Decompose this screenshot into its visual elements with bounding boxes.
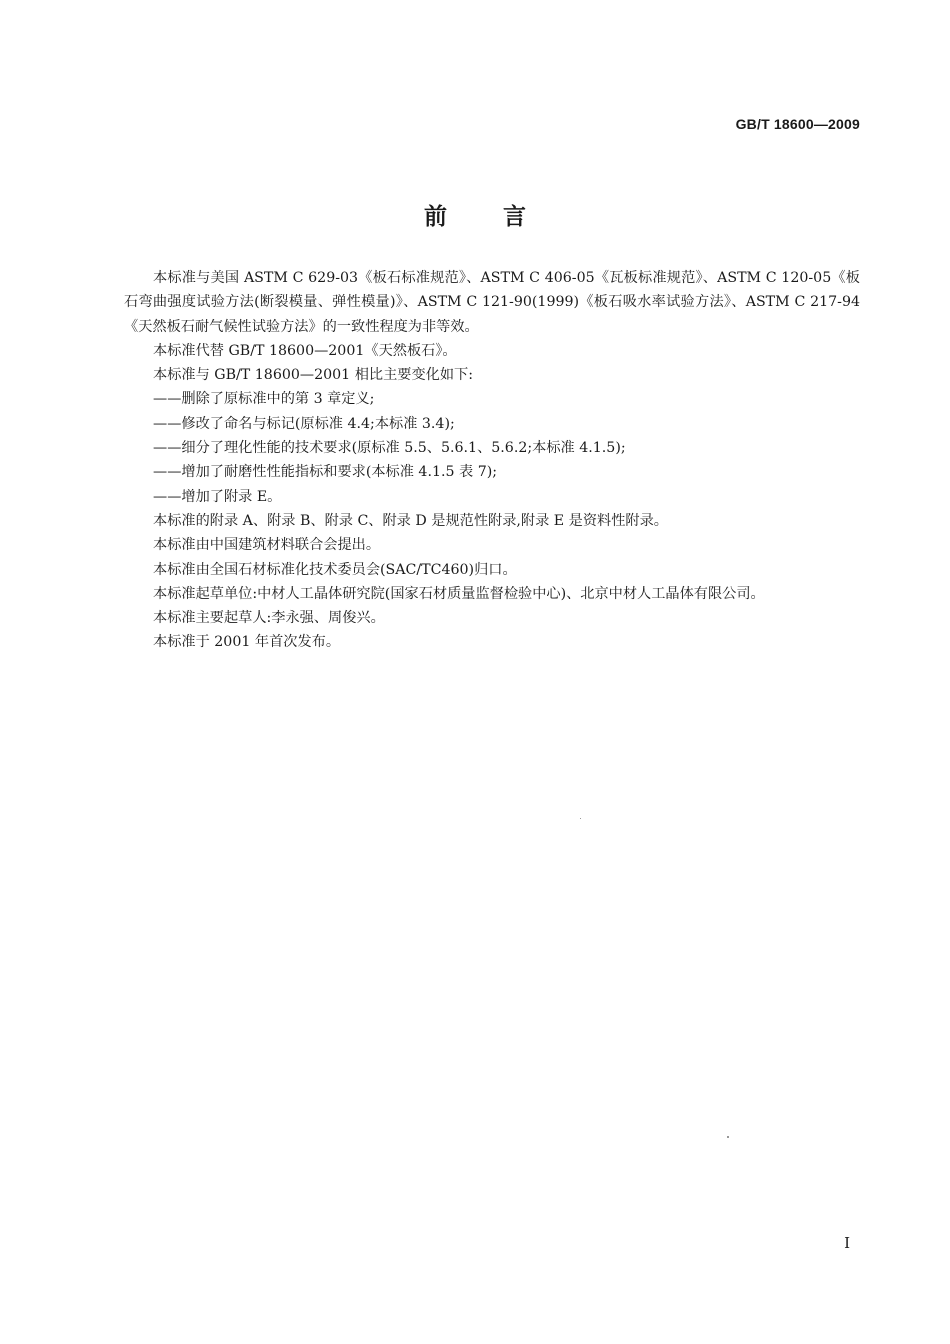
paragraph-drafters: 本标准主要起草人:李永强、周俊兴。 <box>153 610 385 627</box>
change-item: ——增加了附录 E。 <box>153 488 282 505</box>
page-number: I <box>844 1234 850 1252</box>
page-title: 前言 <box>424 204 582 230</box>
paragraph-drafting-units: 本标准起草单位:中材人工晶体研究院(国家石材质量监督检验中心)、北京中材人工晶体有限公司。 <box>153 585 765 602</box>
scan-speck <box>580 818 581 819</box>
change-item: ——细分了理化性能的技术要求(原标准 5.5、5.6.1、5.6.2;本标准 4.1.5); <box>153 440 626 457</box>
paragraph-proposed-by: 本标准由中国建筑材料联合会提出。 <box>153 537 381 554</box>
paragraph-first-issued: 本标准于 2001 年首次发布。 <box>153 634 341 651</box>
scan-speck <box>727 1136 729 1138</box>
paragraph-changes-intro: 本标准与 GB/T 18600—2001 相比主要变化如下: <box>153 367 473 384</box>
change-item: ——删除了原标准中的第 3 章定义; <box>153 391 375 408</box>
standard-code: GB/T 18600—2009 <box>735 116 860 132</box>
paragraph-centralized-by: 本标准由全国石材标准化技术委员会(SAC/TC460)归口。 <box>153 561 517 578</box>
paragraph-annexes: 本标准的附录 A、附录 B、附录 C、附录 D 是规范性附录,附录 E 是资料性附录。 <box>153 512 668 529</box>
change-item: ——增加了耐磨性性能指标和要求(本标准 4.1.5 表 7); <box>153 464 498 481</box>
change-item: ——修改了命名与标记(原标准 4.4;本标准 3.4); <box>153 415 455 432</box>
paragraph-equivalence: 本标准与美国 ASTM C 629-03《板石标准规范》、ASTM C 406-05《瓦板标准规范》、ASTM C 120-05《板石弯曲强度试验方法(断裂模量、弹性模量)》、ASTM C 121-90(1999)《板石吸水率试验方法》、ASTM C 217-94《天然板石耐气候性试验方法》的一致性程度为非等效。 <box>124 270 860 335</box>
paragraph-replaces: 本标准代替 GB/T 18600—2001《天然板石》。 <box>153 342 457 359</box>
foreword-body <box>124 266 860 655</box>
